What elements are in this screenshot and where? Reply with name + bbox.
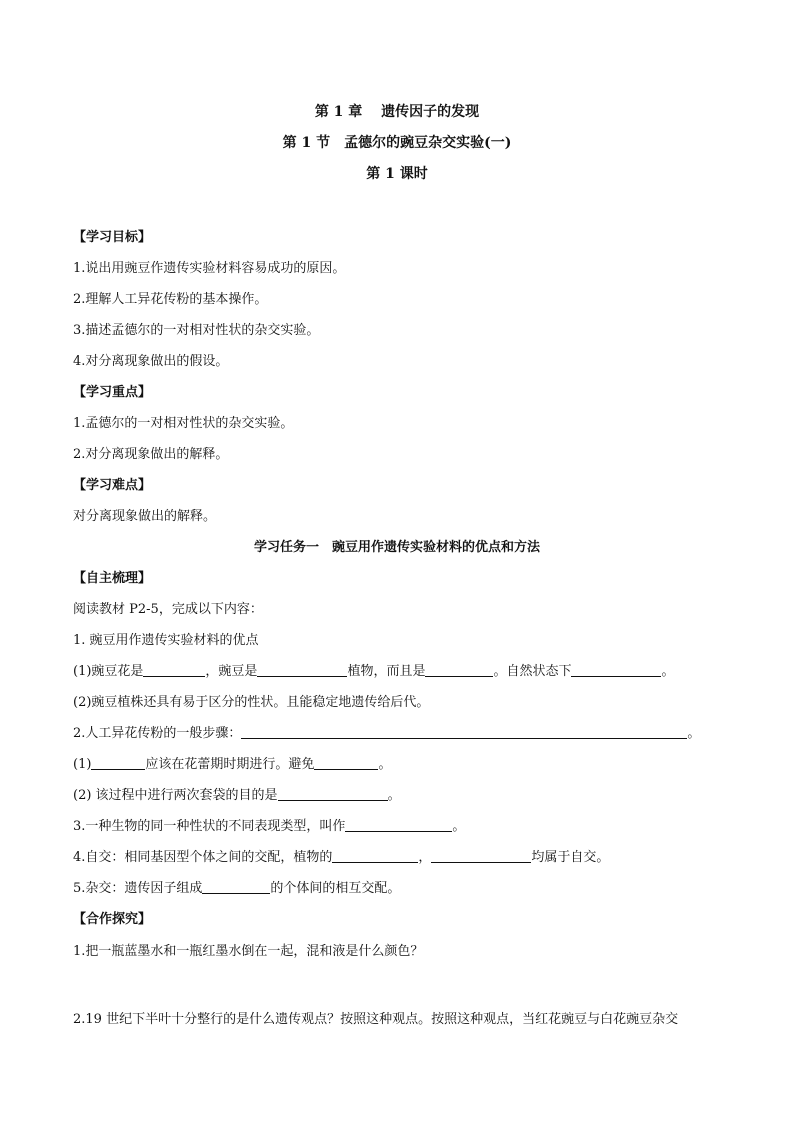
answer-blank[interactable]: [314, 755, 378, 770]
objective-item: 3.描述孟德尔的一对相对性状的杂交实验。: [73, 323, 320, 338]
cooperation-heading: 【合作探究】: [73, 912, 152, 927]
objective-item: 2.理解人工异花传粉的基本操作。: [73, 292, 268, 307]
chapter-title: 第 1 章 遗传因子的发现: [314, 104, 480, 120]
question-text: 5.杂交：遗传因子组成: [73, 881, 203, 896]
question-2a: [73, 755, 391, 775]
task1-title: 学习任务一 豌豆用作遗传实验材料的优点和方法: [253, 540, 540, 555]
answer-blank[interactable]: [425, 662, 493, 677]
answer-blank[interactable]: [571, 662, 661, 677]
question-text: 。: [452, 819, 466, 834]
question-text: 。: [378, 757, 392, 772]
answer-blank[interactable]: [257, 662, 347, 677]
question-text: 植物，而且是: [347, 664, 426, 679]
question-text: 均属于自交。: [531, 850, 610, 865]
answer-blank[interactable]: [332, 848, 418, 863]
question-1: 1. 豌豆用作遗传实验材料的优点: [73, 633, 259, 648]
question-1a: [73, 662, 674, 682]
objectives-heading: 【学习目标】: [73, 230, 152, 245]
reading-instruction: 阅读教材 P2-5，完成以下内容：: [73, 602, 263, 617]
section-title: 第 1 节 孟德尔的豌豆杂交实验(一): [282, 135, 512, 151]
question-text: 3.一种生物的同一种性状的不同表现类型，叫作: [73, 819, 346, 834]
lesson-title: 第 1 课时: [366, 166, 428, 182]
answer-blank[interactable]: [241, 724, 687, 739]
question-text: 。自然状态下: [493, 664, 572, 679]
key-points-heading: 【学习重点】: [73, 385, 152, 400]
difficulty-item: 对分离现象做出的解释。: [73, 509, 217, 524]
question-text: (1)豌豆花是: [73, 664, 144, 679]
answer-blank[interactable]: [431, 848, 531, 863]
answer-blank[interactable]: [345, 817, 452, 832]
objective-item: 4.对分离现象做出的假设。: [73, 354, 229, 369]
question-text: (2) 该过程中进行两次套袋的目的是: [73, 788, 278, 803]
question-text: 。: [661, 664, 675, 679]
answer-blank[interactable]: [143, 662, 205, 677]
question-text: ，: [418, 850, 432, 865]
question-text: 应该在花蕾期时期进行。避免: [145, 757, 315, 772]
answer-blank[interactable]: [202, 879, 270, 894]
question-1b: (2)豌豆植株还具有易于区分的性状。且能稳定地遗传给后代。: [73, 695, 430, 710]
question-4: [73, 848, 609, 868]
question-text: 的个体间的相互交配。: [270, 881, 401, 896]
key-point-item: 2.对分离现象做出的解释。: [73, 447, 229, 462]
question-text: (1): [73, 757, 92, 772]
difficulties-heading: 【学习难点】: [73, 478, 152, 493]
answer-blank[interactable]: [91, 755, 145, 770]
question-3: [73, 817, 465, 837]
self-study-heading: 【自主梳理】: [73, 571, 152, 586]
question-text: 4.自交：相同基因型个体之间的交配，植物的: [73, 850, 333, 865]
question-text: 2.人工异花传粉的一般步骤：: [73, 726, 242, 741]
question-text: ，豌豆是: [205, 664, 258, 679]
question-text: 。: [387, 788, 401, 803]
key-point-item: 1.孟德尔的一对相对性状的杂交实验。: [73, 416, 294, 431]
question-2b: [73, 786, 401, 806]
answer-blank[interactable]: [278, 786, 388, 801]
question-5: [73, 879, 400, 899]
cooperation-question-1: 1.把一瓶蓝墨水和一瓶红墨水倒在一起，混和液是什么颜色？: [73, 944, 424, 959]
question-2: [73, 724, 700, 744]
cooperation-question-2: 2.19 世纪下半叶十分整行的是什么遗传观点？按照这种观点。按照这种观点，当红花豌豆与白花豌豆杂交: [73, 1012, 679, 1027]
objective-item: 1.说出用豌豆作遗传实验材料容易成功的原因。: [73, 261, 346, 276]
question-text: 。: [687, 726, 701, 741]
